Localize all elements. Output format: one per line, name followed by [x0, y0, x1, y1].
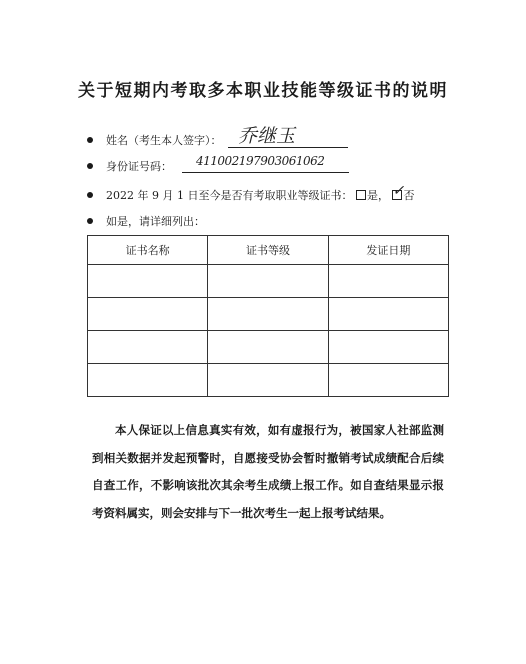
header-cert-level: 证书等级 — [208, 236, 328, 265]
document-title: 关于短期内考取多本职业技能等级证书的说明 — [78, 81, 448, 101]
table-cell[interactable] — [208, 331, 328, 364]
table-row — [88, 298, 449, 331]
no-option-label: 否 — [403, 189, 415, 202]
yes-option-label: 是， — [366, 189, 389, 202]
table-cell[interactable] — [88, 364, 208, 397]
table-header-row — [88, 236, 449, 265]
table-row — [88, 364, 449, 397]
certificate-question — [106, 183, 415, 203]
table-cell[interactable] — [328, 331, 448, 364]
table-cell[interactable] — [328, 298, 448, 331]
name-label: 姓名（考生本人签字）： — [106, 134, 222, 147]
table-cell[interactable] — [88, 331, 208, 364]
bullet-icon — [87, 192, 93, 198]
id-signature: 411002197903061062 — [196, 154, 325, 168]
yes-checkbox[interactable] — [356, 190, 366, 200]
question-label: 2022 年 9 月 1 日至今是否有考取职业等级证书： — [106, 189, 353, 202]
id-underline — [182, 172, 349, 173]
bullet-icon — [87, 218, 93, 224]
bullet-icon — [87, 163, 93, 169]
table-cell[interactable] — [208, 298, 328, 331]
table-cell[interactable] — [328, 265, 448, 298]
statement-paragraph: 本人保证以上信息真实有效，如有虚报行为，被国家人社部监测到相关数据并发起预警时，自愿接受协会暂时撤销考试成绩配合后续自查工作，不影响该批次其余考生成绩上报工作。如自查结果显示报考资料属实，则会安排与下一批次考生一起上报考试结果。 — [92, 423, 444, 520]
list-label: 如是，请详细列出： — [106, 215, 205, 228]
table-cell[interactable] — [328, 364, 448, 397]
name-signature: 乔继玉 — [238, 125, 296, 147]
table-cell[interactable] — [88, 265, 208, 298]
table-cell[interactable] — [208, 265, 328, 298]
table-cell[interactable] — [208, 364, 328, 397]
id-label: 身份证号码： — [106, 160, 172, 173]
header-cert-name: 证书名称 — [88, 236, 208, 265]
table-cell[interactable] — [88, 298, 208, 331]
table-row — [88, 265, 449, 298]
checkmark-icon: ✓ — [392, 183, 405, 199]
no-checkbox[interactable] — [392, 183, 405, 200]
certificate-table — [87, 235, 449, 397]
header-issue-date: 发证日期 — [328, 236, 448, 265]
bullet-icon — [87, 137, 93, 143]
table-row — [88, 331, 449, 364]
